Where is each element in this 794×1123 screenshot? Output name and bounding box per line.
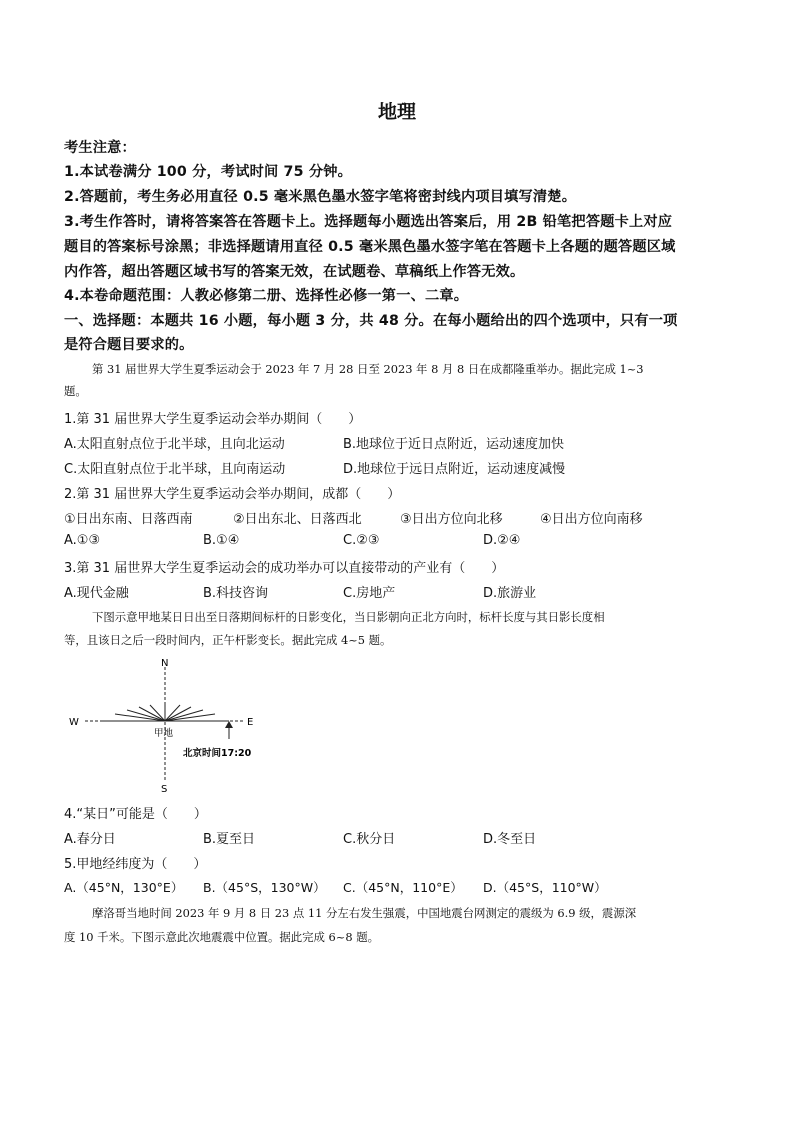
q3-option-c[interactable]: C.房地产 <box>343 586 396 601</box>
notice-line-6: 4.本卷命题范围：人教必修第二册、选择性必修一第一、二章。 <box>64 288 469 304</box>
q4-option-d[interactable]: D.冬至日 <box>483 832 537 847</box>
q1-option-a[interactable]: A.太阳直射点位于北半球，且向北运动 <box>64 437 285 452</box>
q3-option-a[interactable]: A.现代金融 <box>64 586 129 601</box>
q4-option-c[interactable]: C.秋分日 <box>343 832 396 847</box>
label-north: N <box>161 658 169 669</box>
q2-item-2: ②日出东北、日落西北 <box>233 512 362 527</box>
label-east: E <box>247 717 254 728</box>
shadow-lines <box>101 703 229 721</box>
arrow-head-icon <box>225 721 233 728</box>
stem-3-line-1: 摩洛哥当地时间 2023 年 9 月 8 日 23 点 11 分左右发生强震，中国地震台网测定的震级为 6.9 级，震源深 <box>92 906 637 920</box>
q4-option-a[interactable]: A.春分日 <box>64 832 116 847</box>
shadow-diagram <box>65 655 265 800</box>
q2-option-a[interactable]: A.①③ <box>64 533 101 548</box>
notice-heading: 考生注意： <box>64 140 136 156</box>
label-place: 甲地 <box>154 728 174 739</box>
stem-3-line-2: 度 10 千米。下图示意此次地震震中位置。据此完成 6~8 题。 <box>64 930 380 944</box>
stem-2-line-1: 下图示意甲地某日日出至日落期间标杆的日影变化，当日影朝向正北方向时，标杆长度与其日影长度相 <box>92 610 605 624</box>
question-4: 4.“某日”可能是（ ） <box>64 807 207 822</box>
q5-option-a[interactable]: A.（45°N，130°E） <box>64 880 184 895</box>
q2-option-c[interactable]: C.②③ <box>343 533 380 548</box>
q4-option-b[interactable]: B.夏至日 <box>203 832 256 847</box>
q1-option-d[interactable]: D.地球位于远日点附近，运动速度减慢 <box>343 462 566 477</box>
notice-line-1: 1.本试卷满分 100 分，考试时间 75 分钟。 <box>64 164 353 180</box>
q5-option-d[interactable]: D.（45°S，110°W） <box>483 880 607 895</box>
notice-line-4: 题目的答案标号涂黑；非选择题请用直径 0.5 毫米黑色墨水签字笔在答题卡上各题的题答题区域 <box>64 239 676 255</box>
q5-option-c[interactable]: C.（45°N，110°E） <box>343 880 463 895</box>
q3-option-b[interactable]: B.科技咨询 <box>203 586 269 601</box>
notice-line-2: 2.答题前，考生务必用直径 0.5 毫米黑色墨水签字笔将密封线内项目填写清楚。 <box>64 189 577 205</box>
question-3: 3.第 31 届世界大学生夏季运动会的成功举办可以直接带动的产业有（ ） <box>64 561 505 576</box>
stem-1-line-1: 第 31 届世界大学生夏季运动会于 2023 年 7 月 28 日至 2023 年 8 月 8 日在成都隆重举办。据此完成 1~3 <box>92 362 644 376</box>
q2-item-1: ①日出东南、日落西南 <box>64 512 193 527</box>
notice-line-5: 内作答，超出答题区域书写的答案无效，在试题卷、草稿纸上作答无效。 <box>64 264 525 280</box>
label-west: W <box>69 717 79 728</box>
q2-option-d[interactable]: D.②④ <box>483 533 521 548</box>
q3-option-d[interactable]: D.旅游业 <box>483 586 537 601</box>
question-2: 2.第 31 届世界大学生夏季运动会举办期间，成都（ ） <box>64 487 401 502</box>
stem-1-line-2: 题。 <box>64 384 87 398</box>
stem-2-line-2: 等，且该日之后一段时间内，正午杆影变长。据此完成 4~5 题。 <box>64 633 392 647</box>
q2-item-3: ③日出方位向北移 <box>400 512 503 527</box>
question-1: 1.第 31 届世界大学生夏季运动会举办期间（ ） <box>64 412 362 427</box>
label-south: S <box>161 784 168 795</box>
q5-option-b[interactable]: B.（45°S，130°W） <box>203 880 326 895</box>
q2-option-b[interactable]: B.①④ <box>203 533 240 548</box>
q2-item-4: ④日出方位向南移 <box>540 512 643 527</box>
notice-line-3: 3.考生作答时，请将答案答在答题卡上。选择题每小题选出答案后，用 2B 铅笔把答题卡上对应 <box>64 214 673 230</box>
label-time: 北京时间17:20 <box>183 748 252 759</box>
page-title: 地理 <box>377 101 416 123</box>
q1-option-b[interactable]: B.地球位于近日点附近，运动速度加快 <box>343 437 565 452</box>
section-heading-line-2: 是符合题目要求的。 <box>64 337 194 353</box>
question-5: 5.甲地经纬度为（ ） <box>64 857 207 872</box>
section-heading-line-1: 一、选择题：本题共 16 小题，每小题 3 分，共 48 分。在每小题给出的四个选项中，只有一项 <box>64 313 678 329</box>
q1-option-c[interactable]: C.太阳直射点位于北半球，且向南运动 <box>64 462 286 477</box>
